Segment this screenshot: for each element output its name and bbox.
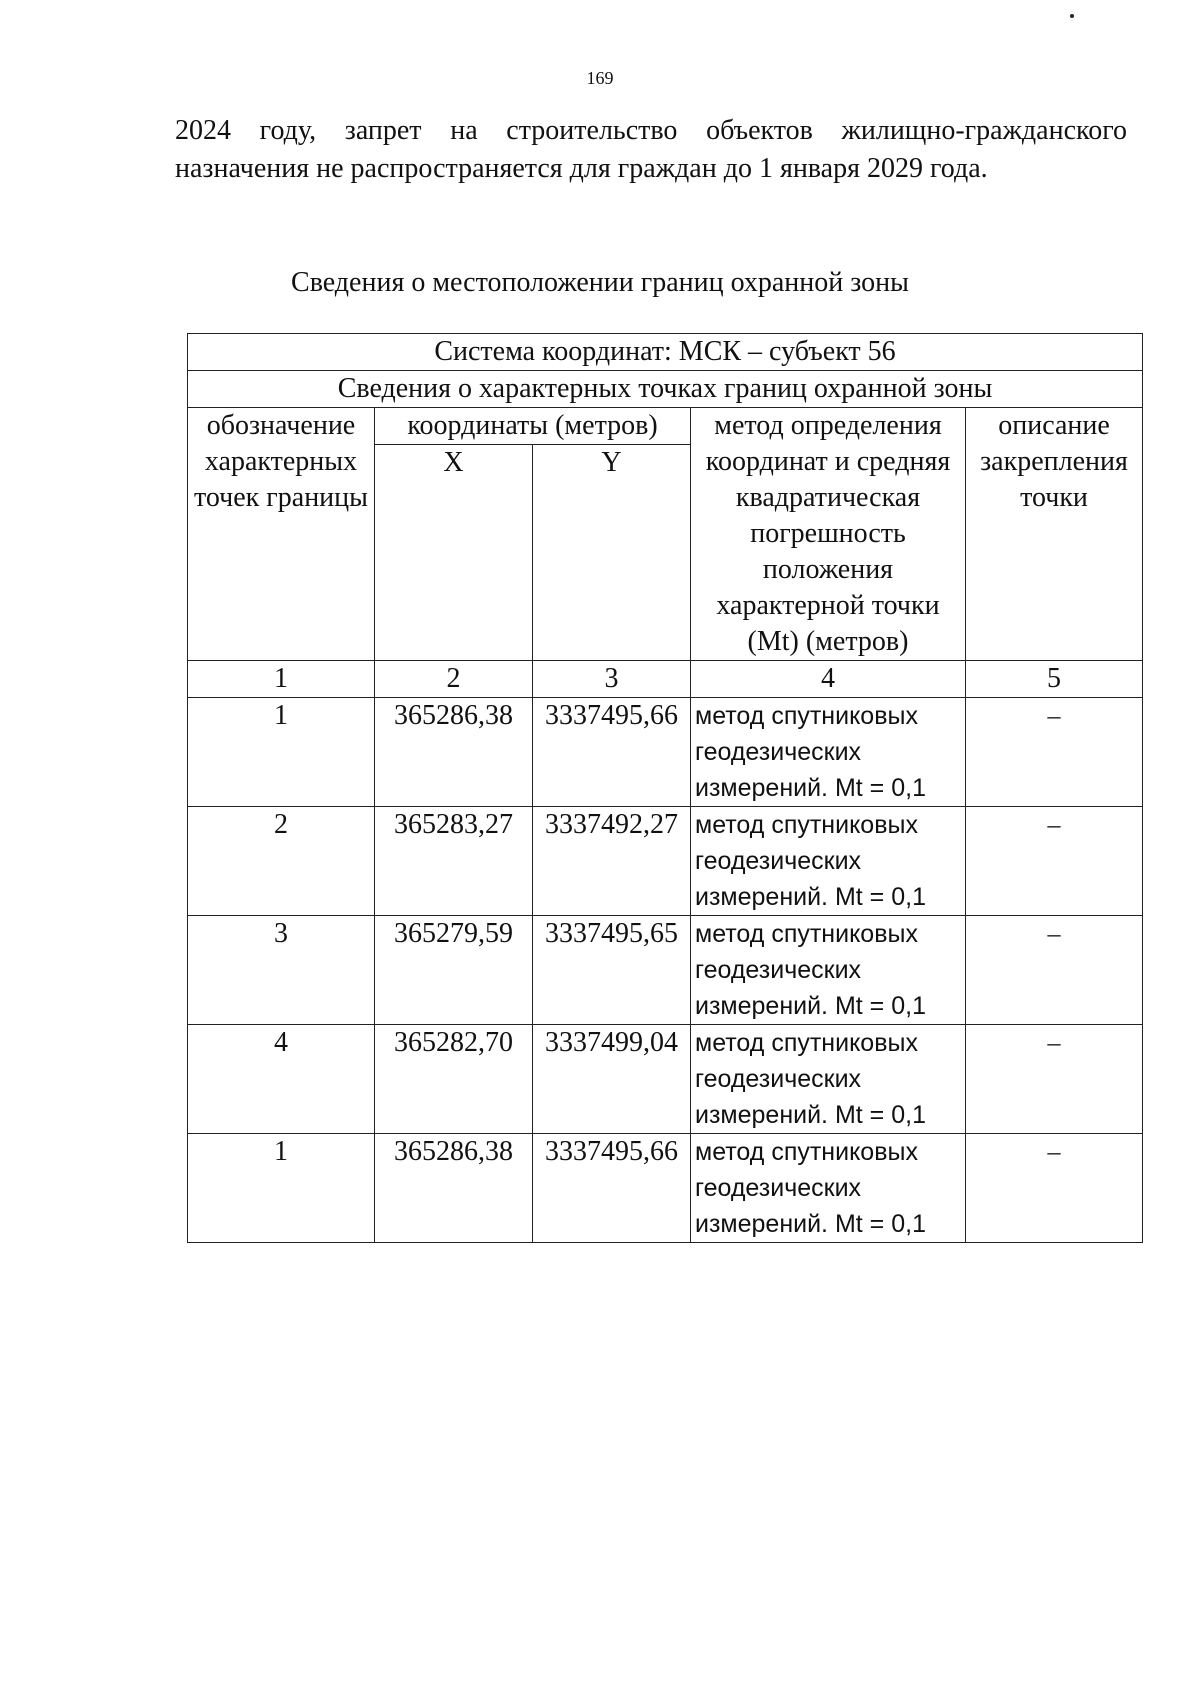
header-y: Y <box>533 445 691 661</box>
column-number: 4 <box>691 661 966 698</box>
method-text: метод спутниковых геодезических измерений. Mt = 0,1 <box>691 1134 966 1243</box>
boundary-points-table <box>187 333 1143 1243</box>
column-number: 5 <box>966 661 1143 698</box>
coordinate-system-cell: Система координат: МСК – субъект 56 <box>188 334 1143 371</box>
point-id: 2 <box>188 807 375 916</box>
coord-x: 365283,27 <box>375 807 533 916</box>
coord-y: 3337495,66 <box>533 1134 691 1243</box>
point-id: 4 <box>188 1025 375 1134</box>
intro-paragraph <box>175 112 1127 188</box>
intro-line-2: назначения не распространяется для граждан до 1 января 2029 года. <box>175 153 988 184</box>
coord-y: 3337495,65 <box>533 916 691 1025</box>
method-text: метод спутниковых геодезических измерений. Mt = 0,1 <box>691 916 966 1025</box>
table-row <box>188 1025 1143 1134</box>
header-point-designation: обозначение характерных точек границы <box>188 408 375 661</box>
column-number: 1 <box>188 661 375 698</box>
fixing-description: – <box>966 1025 1143 1134</box>
point-id: 1 <box>188 1134 375 1243</box>
fixing-description: – <box>966 807 1143 916</box>
column-number: 2 <box>375 661 533 698</box>
header-method: метод определения координат и средняя квадратическая погрешность положения характерной точки (Mt) (метров) <box>691 408 966 661</box>
coord-x: 365286,38 <box>375 1134 533 1243</box>
coord-x: 365279,59 <box>375 916 533 1025</box>
fixing-description: – <box>966 916 1143 1025</box>
method-text: метод спутниковых геодезических измерений. Mt = 0,1 <box>691 698 966 807</box>
header-description: описание закрепления точки <box>966 408 1143 661</box>
coord-y: 3337499,04 <box>533 1025 691 1134</box>
fixing-description: – <box>966 698 1143 807</box>
coord-y: 3337492,27 <box>533 807 691 916</box>
header-coordinates: координаты (метров) <box>375 408 691 445</box>
method-text: метод спутниковых геодезических измерений. Mt = 0,1 <box>691 1025 966 1134</box>
table-row <box>188 916 1143 1025</box>
column-number: 3 <box>533 661 691 698</box>
point-id: 1 <box>188 698 375 807</box>
table-row <box>188 1134 1143 1243</box>
coord-x: 365282,70 <box>375 1025 533 1134</box>
page-number: 169 <box>586 68 614 88</box>
table-subtitle-cell: Сведения о характерных точках границ охранной зоны <box>188 371 1143 408</box>
scan-dot <box>1070 14 1074 18</box>
table-row <box>188 698 1143 807</box>
section-title: Сведения о местоположении границ охранной зоны <box>291 267 909 298</box>
point-id: 3 <box>188 916 375 1025</box>
method-text: метод спутниковых геодезических измерений. Mt = 0,1 <box>691 807 966 916</box>
coord-x: 365286,38 <box>375 698 533 807</box>
table-row <box>188 807 1143 916</box>
fixing-description: – <box>966 1134 1143 1243</box>
intro-line-1: 2024 году, запрет на строительство объектов жилищно-гражданского <box>175 115 1127 146</box>
header-x: X <box>375 445 533 661</box>
coord-y: 3337495,66 <box>533 698 691 807</box>
